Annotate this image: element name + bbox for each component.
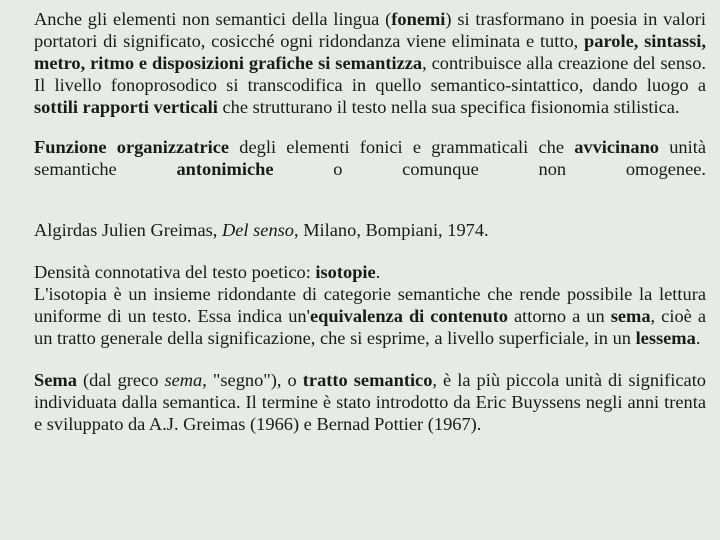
bold-term: parole, sintassi, metro, ritmo e disposizioni grafiche si semantizza [34, 31, 706, 73]
text-run: Anche gli elementi non semantici della lingua ( [34, 9, 392, 29]
paragraph-greimas-reference [34, 219, 706, 241]
paragraph-sema [34, 369, 706, 435]
bold-term: equivalenza di contenuto [309, 306, 508, 326]
text-run: , è la più piccola unità di significato individuata dalla semantica. Il termine è stato introdotto da Eric Buyssens negli anni trenta e sviluppato da A.J. Greimas (1966) e Bernad Pottier (1967). [34, 370, 706, 434]
text-run: , contribuisce alla creazione del senso. Il livello fonoprosodico si transcodifica in quello semantico-sintattico, dando luogo a [34, 53, 706, 95]
paragraph-fonemi [34, 8, 706, 118]
text-run: Densità connotativa del testo poetico: [34, 262, 316, 282]
text-run: , "segno"), o [202, 370, 303, 390]
bold-term: isotopie [315, 262, 376, 282]
document-page [34, 8, 706, 435]
text-run: Algirdas Julien Greimas, [34, 220, 222, 240]
bold-term: avvicinano [574, 137, 660, 157]
text-run: attorno a un [507, 306, 611, 326]
bold-term: sema [610, 306, 651, 326]
paragraph-funzione-organizzatrice [34, 136, 706, 180]
bold-term: fonemi [391, 9, 446, 29]
text-run: unità semantiche [34, 137, 706, 179]
bold-term: Sema [34, 370, 77, 390]
text-run: ) si trasformano in poesia in valori portatori di significato, cosicché ogni ridondanza viene eliminata e tutto, [34, 9, 706, 51]
italic-term: sema [164, 370, 203, 390]
text-run: . [375, 262, 381, 282]
text-run: . [695, 328, 701, 348]
italic-term: Del senso [221, 220, 294, 240]
text-run: , cioè a un tratto generale della significazione, che si esprime, a livello superficiale, in un [34, 306, 706, 348]
paragraph-isotopia [34, 261, 706, 349]
bold-term: tratto semantico [302, 370, 433, 390]
text-run: o comunque non omogenee. [273, 159, 706, 179]
bold-term: Funzione organizzatrice [34, 137, 230, 157]
bold-term: sottili rapporti verticali [34, 97, 218, 117]
text-run: L'isotopia è un insieme ridondante di categorie semantiche che rende possibile la lettura uniforme di un testo. Essa indica un' [34, 284, 706, 326]
text-run: che strutturano il testo nella sua specifica fisionomia stilistica. [217, 97, 680, 117]
text-run: (dal greco [76, 370, 165, 390]
text-run: , Milano, Bompiani, 1974. [294, 220, 489, 240]
bold-term: lessema [635, 328, 696, 348]
bold-term: antonimiche [176, 159, 274, 179]
text-run: degli elementi fonici e grammaticali che [229, 137, 575, 157]
